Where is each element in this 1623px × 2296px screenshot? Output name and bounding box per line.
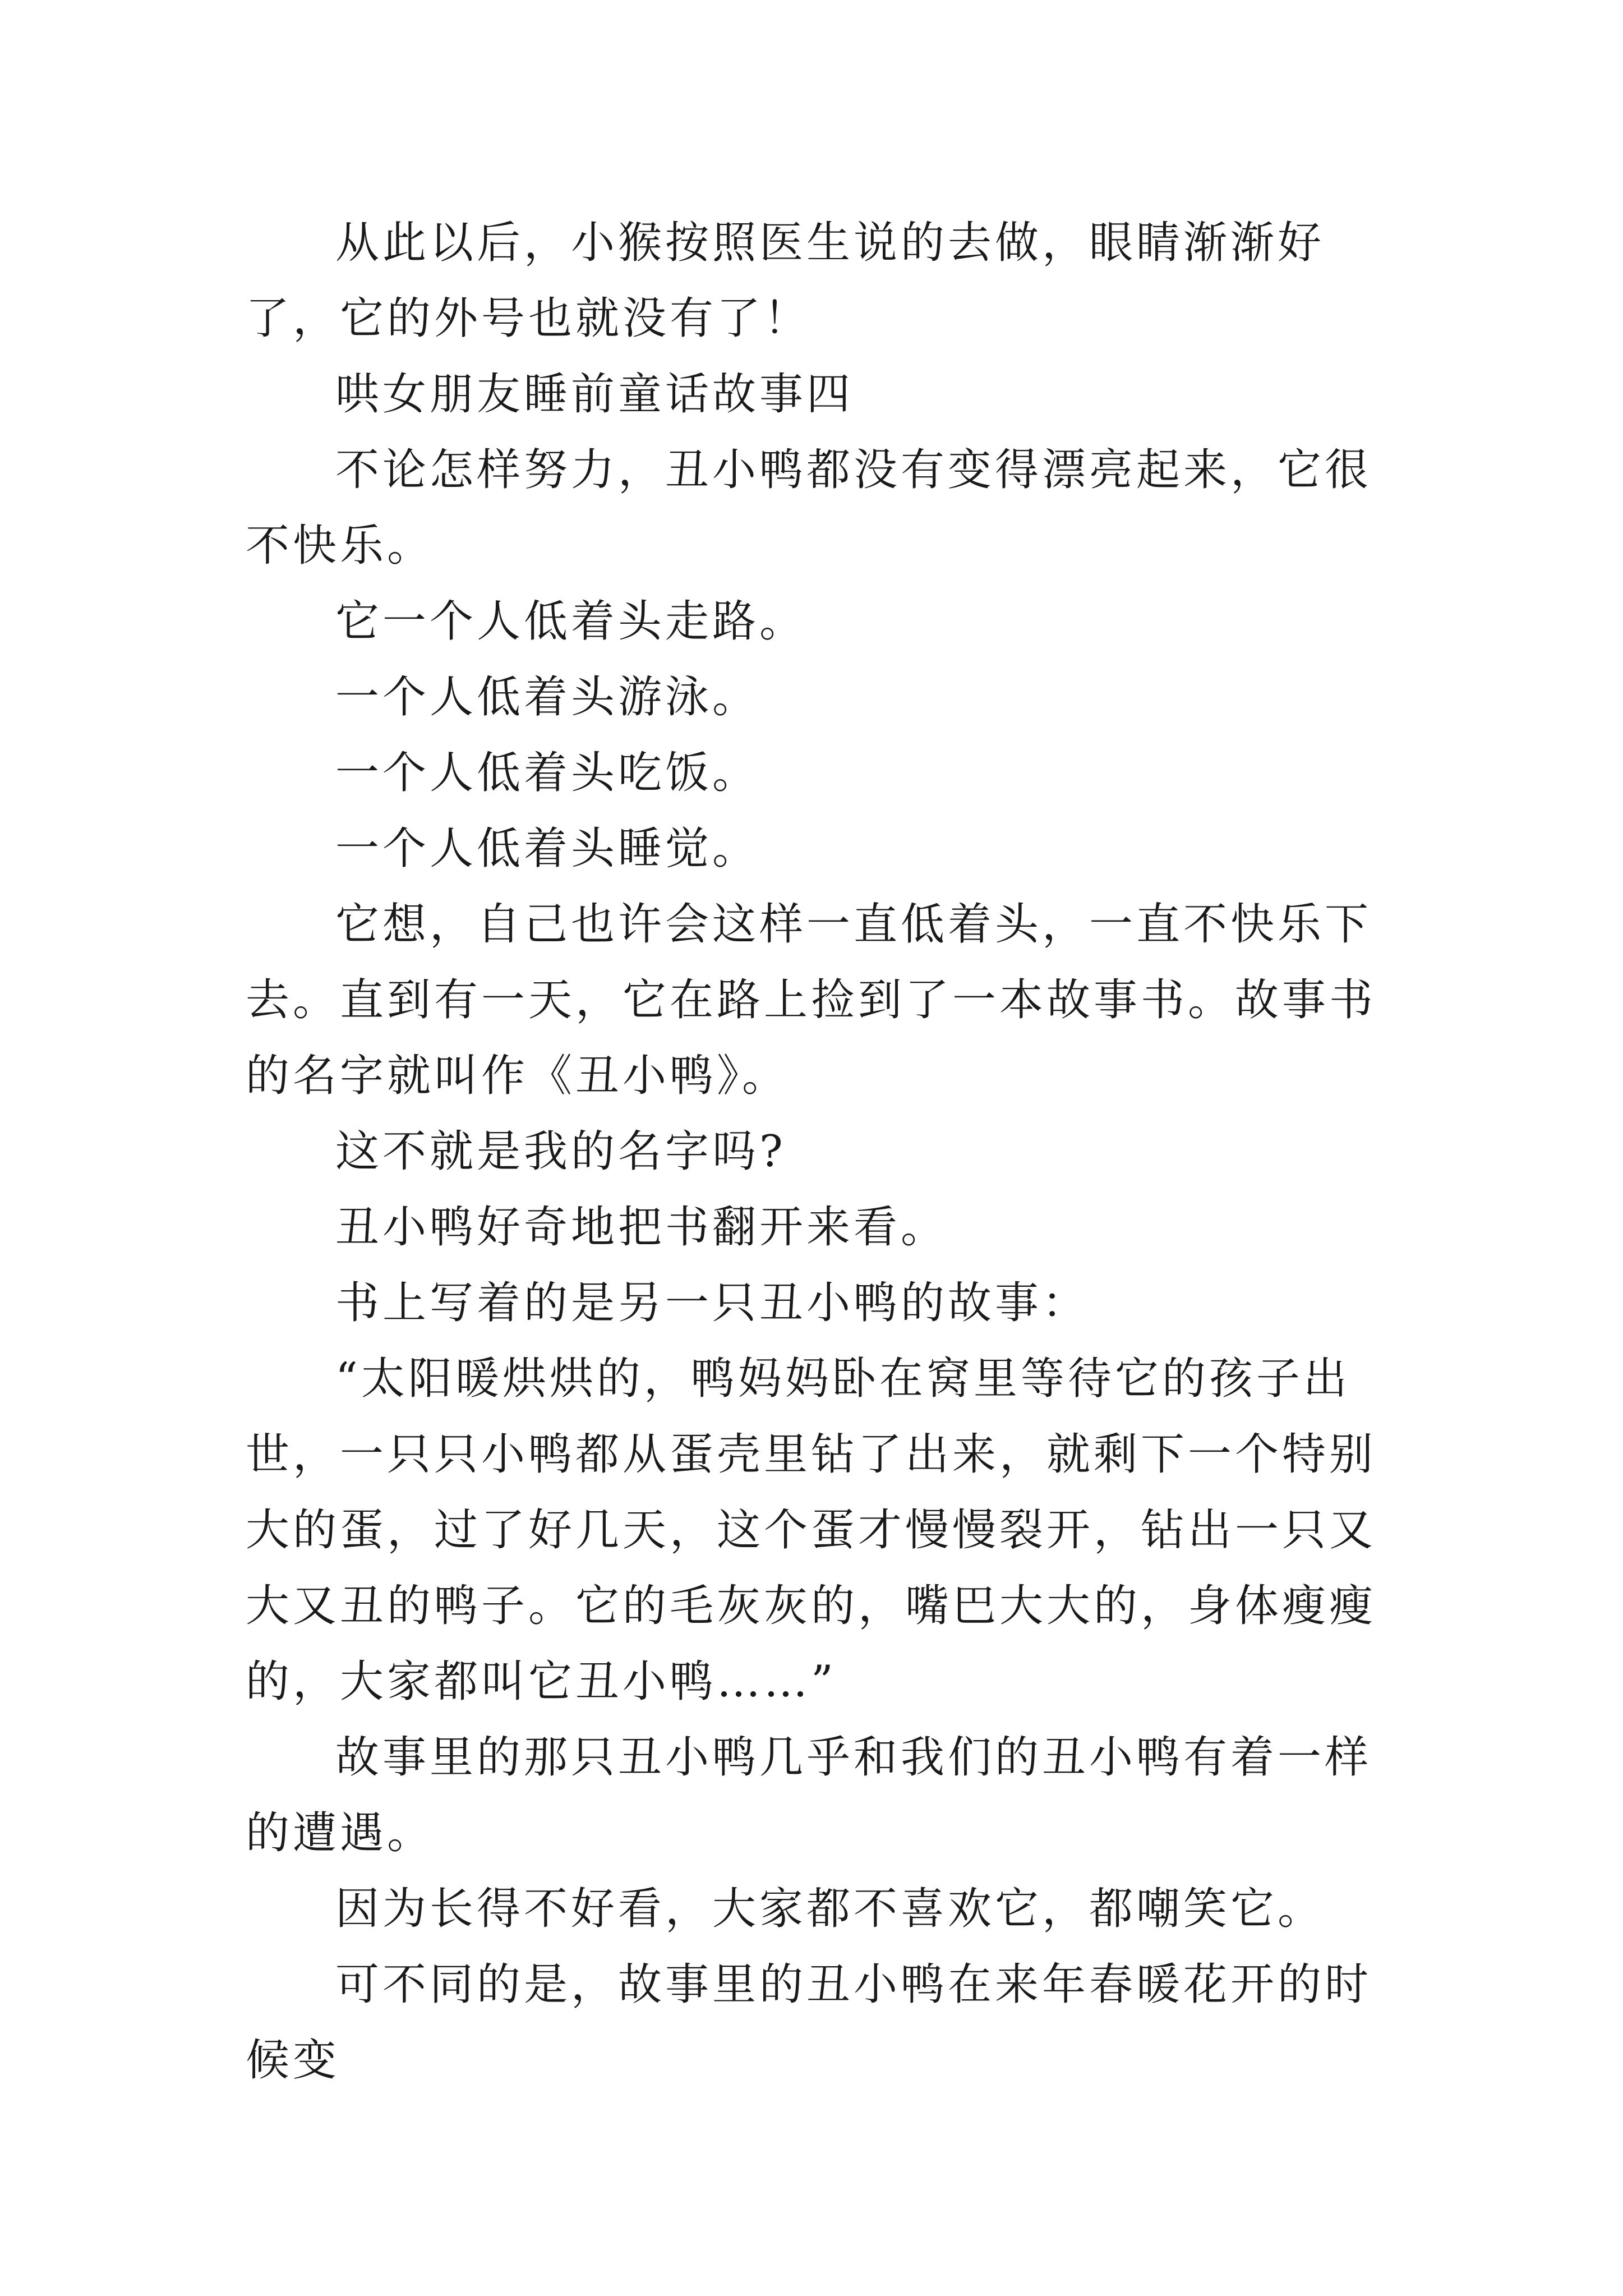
paragraph: 故事里的那只丑小鸭几乎和我们的丑小鸭有着一样的遭遇。 (246, 1732, 1372, 1858)
paragraph: 不论怎样努力，丑小鸭都没有变得漂亮起来，它很不快乐。 (246, 445, 1372, 571)
paragraph: 它想，自己也许会这样一直低着头，一直不快乐下去。直到有一天，它在路上捡到了一本故事书。故事书的名字就叫作《丑小鸭》。 (246, 899, 1377, 1101)
paragraph: 这不就是我的名字吗? (335, 1126, 786, 1177)
paragraph: 可不同的是，故事里的丑小鸭在来年春暖花开的时候变 (246, 1959, 1372, 2086)
paragraph: 书上写着的是另一只丑小鸭的故事： (335, 1278, 1090, 1328)
document-body (246, 205, 1409, 2099)
paragraph: 丑小鸭好奇地把书翻开来看。 (335, 1202, 948, 1253)
section-heading: 哄女朋友睡前童话故事四 (335, 369, 854, 420)
paragraph: 一个人低着头游泳。 (335, 672, 760, 723)
paragraph: 一个人低着头吃饭。 (335, 748, 760, 798)
paragraph: 因为长得不好看，大家都不喜欢它，都嘲笑它。 (335, 1884, 1325, 1934)
paragraph: 它一个人低着头走路。 (335, 596, 807, 647)
quoted-paragraph: “太阳暖烘烘的，鸭妈妈卧在窝里等待它的孩子出世，一只只小鸭都从蛋壳里钻了出来，就剩下一个特别大的蛋，过了好几天，这个蛋才慢慢裂开，钻出一只又大又丑的鸭子。它的毛灰灰的，嘴巴大大的，身体瘦瘦的，大家都叫它丑小鸭……” (246, 1354, 1377, 1707)
paragraph: 一个人低着头睡觉。 (335, 823, 760, 874)
paragraph: 从此以后，小猴按照医生说的去做，眼睛渐渐好了，它的外号也就没有了！ (246, 218, 1325, 344)
